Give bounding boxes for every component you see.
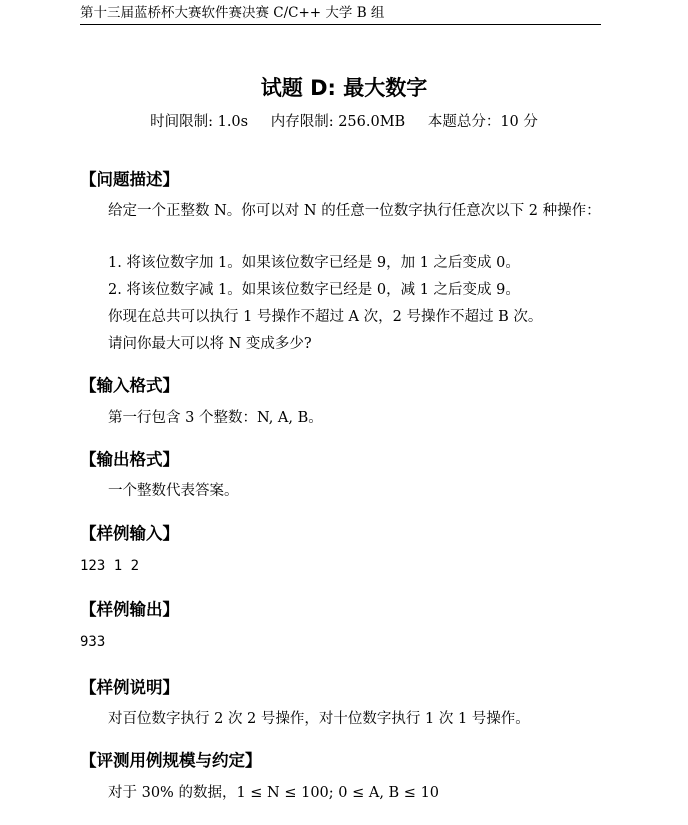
problem-question: 请问你最大可以将 N 变成多少? — [108, 336, 312, 352]
output-format-heading: 【输出格式】 — [80, 450, 179, 469]
sample-explanation-text: 对百位数字执行 2 次 2 号操作，对十位数字执行 1 次 1 号操作。 — [108, 711, 530, 727]
sample-input-text: 123 1 2 — [80, 558, 140, 574]
page-header: 第十三届蓝桥杯大赛软件赛决赛 C/C++ 大学 B 组 — [80, 3, 601, 25]
input-format-heading: 【输入格式】 — [80, 376, 179, 395]
memory-limit: 内存限制: 256.0MB — [270, 114, 406, 130]
sample-explanation-heading: 【样例说明】 — [80, 678, 179, 697]
test-scale-heading: 【评测用例规模与约定】 — [80, 751, 262, 770]
output-format-text: 一个整数代表答案。 — [108, 483, 239, 499]
test-scale-text: 对于 30% 的数据，1 ≤ N ≤ 100; 0 ≤ A, B ≤ 10 — [108, 785, 440, 801]
total-score: 本题总分：10 分 — [427, 114, 538, 130]
sample-output-text: 933 — [80, 634, 106, 650]
problem-description-heading: 【问题描述】 — [80, 170, 179, 189]
input-format-text: 第一行包含 3 个整数：N, A, B。 — [108, 410, 323, 426]
time-limit: 时间限制: 1.0s — [150, 114, 249, 130]
limits-line — [0, 112, 688, 132]
sample-output-heading: 【样例输出】 — [80, 600, 179, 619]
problem-intro: 给定一个正整数 N。你可以对 N 的任意一位数字执行任意次以下 2 种操作： — [108, 203, 601, 219]
operation-2: 2. 将该位数字减 1。如果该位数字已经是 0，减 1 之后变成 9。 — [108, 282, 520, 298]
problem-title: 试题 D: 最大数字 — [260, 76, 428, 100]
sample-input-heading: 【样例输入】 — [80, 524, 179, 543]
operation-constraint: 你现在总共可以执行 1 号操作不超过 A 次，2 号操作不超过 B 次。 — [108, 309, 543, 325]
operation-1: 1. 将该位数字加 1。如果该位数字已经是 9，加 1 之后变成 0。 — [108, 255, 520, 271]
